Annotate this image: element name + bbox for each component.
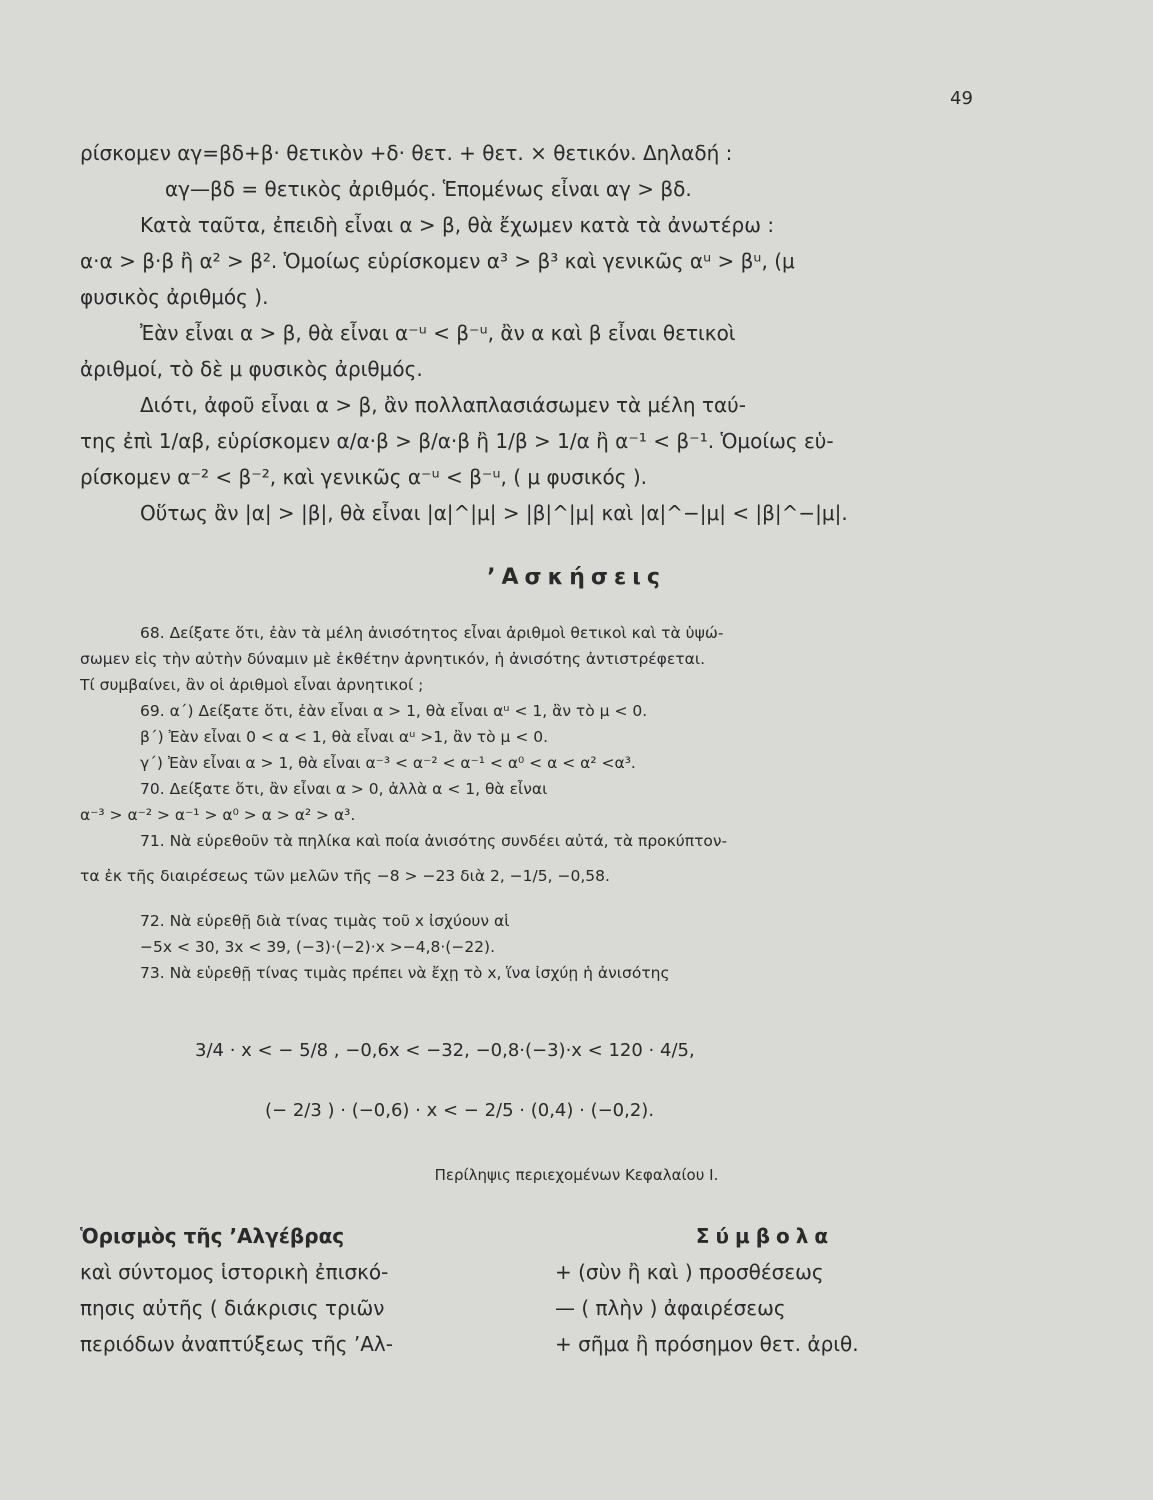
column-line: περιόδων ἀναπτύξεως τῆς ’Αλ- xyxy=(80,1332,393,1356)
symbol-line: — ( πλὴν ) ἀφαιρέσεως xyxy=(555,1296,786,1320)
symbols-heading: Σύμβολα xyxy=(695,1224,835,1248)
text-line: α·α > β·β ἢ α² > β². Ὁμοίως εὑρίσκομεν α³ > β³ καὶ γενικῶς αᵘ > βᵘ, (μ xyxy=(80,249,795,273)
exercise-line: −5x < 30, 3x < 39, (−3)·(−2)·x >−4,8·(−22). xyxy=(140,938,496,956)
summary-title: Περίληψις περιεχομένων Κεφαλαίου Ι. xyxy=(434,1166,719,1184)
summary-right-column xyxy=(555,1218,975,1362)
text-line: ρίσκομεν αγ=βδ+β· θετικὸν +δ· θετ. + θετ. × θετικόν. Δηλαδή : xyxy=(80,141,733,165)
column-line: πησις αὐτῆς ( διάκρισις τριῶν xyxy=(80,1296,385,1320)
exercise-line: 73. Νὰ εὑρεθῇ τίνας τιμὰς πρέπει νὰ ἔχῃ τὸ x, ἵνα ἰσχύῃ ἡ ἀνισότης xyxy=(140,964,670,982)
exercise-line: 70. Δείξατε ὅτι, ἂν εἶναι α > 0, ἀλλὰ α < 1, θὰ εἶναι xyxy=(140,780,548,798)
exercise-line: Τί συμβαίνει, ἂν οἱ ἀριθμοὶ εἶναι ἀρνητικοί ; xyxy=(80,676,424,694)
exercise-line: 68. Δείξατε ὅτι, ἐὰν τὰ μέλη ἀνισότητος εἶναι ἀριθμοὶ θετικοὶ καὶ τὰ ὑψώ- xyxy=(140,624,724,642)
exercises-heading: ’Ασκήσεις xyxy=(487,565,666,590)
text-line: Διότι, ἀφοῦ εἶναι α > β, ἂν πολλαπλασιάσωμεν τὰ μέλη ταύ- xyxy=(140,393,746,417)
exercise-line: α⁻³ > α⁻² > α⁻¹ > α⁰ > α > α² > α³. xyxy=(80,806,356,824)
symbol-line: + σῆμα ἢ πρόσημον θετ. ἀριθ. xyxy=(555,1332,859,1356)
exercises xyxy=(80,620,970,986)
exercise-line: γ΄) Ἐὰν εἶναι α > 1, θὰ εἶναι α⁻³ < α⁻² < α⁻¹ < α⁰ < α < α² <α³. xyxy=(140,754,636,772)
text-line: της ἐπὶ 1/αβ, εὑρίσκομεν α/α·β > β/α·β ἢ 1/β > 1/α ἢ α⁻¹ < β⁻¹. Ὁμοίως εὑ- xyxy=(80,429,834,453)
text-line: Ἐὰν εἶναι α > β, θὰ εἶναι α⁻ᵘ < β⁻ᵘ, ἂν α καὶ β εἶναι θετικοὶ xyxy=(140,321,736,345)
exercise-line: 71. Νὰ εὑρεθοῦν τὰ πηλίκα καὶ ποία ἀνισότης συνδέει αὐτά, τὰ προκύπτον- xyxy=(140,832,728,850)
symbol-line: + (σὺν ἢ καὶ ) προσθέσεως xyxy=(555,1260,824,1284)
exercise-line: β΄) Ἐὰν εἶναι 0 < α < 1, θὰ εἶναι αᵘ >1, ἂν τὸ μ < 0. xyxy=(140,728,549,746)
text-line: αγ—βδ = θετικὸς ἀριθμός. Ἑπομένως εἶναι αγ > βδ. xyxy=(165,177,692,201)
main-text xyxy=(80,135,960,531)
algebra-definition-heading: Ὁρισμὸς τῆς ’Αλγέβρας xyxy=(80,1224,345,1248)
text-line: Κατὰ ταῦτα, ἐπειδὴ εἶναι α > β, θὰ ἔχωμεν κατὰ τὰ ἀνωτέρω : xyxy=(140,213,775,237)
text-line: Οὕτως ἂν |α| > |β|, θὰ εἶναι |α|^|μ| > |β|^|μ| καὶ |α|^−|μ| < |β|^−|μ|. xyxy=(140,501,848,525)
formula-line: (− 2/3 ) · (−0,6) · x < − 2/5 · (0,4) · (−0,2). xyxy=(265,1100,655,1121)
exercise-line: σωμεν εἰς τὴν αὐτὴν δύναμιν μὲ ἐκθέτην ἀρνητικόν, ἡ ἀνισότης ἀντιστρέφεται. xyxy=(80,650,705,668)
exercise-line: 69. α΄) Δείξατε ὅτι, ἐὰν εἶναι α > 1, θὰ εἶναι αᵘ < 1, ἂν τὸ μ < 0. xyxy=(140,702,648,720)
page-number: 49 xyxy=(950,88,973,109)
exercise-line: 72. Νὰ εὑρεθῇ διὰ τίνας τιμὰς τοῦ x ἰσχύουν αἱ xyxy=(140,912,510,930)
text-line: φυσικὸς ἀριθμός ). xyxy=(80,285,269,309)
text-line: ἀριθμοί, τὸ δὲ μ φυσικὸς ἀριθμός. xyxy=(80,357,423,381)
formula-line: 3/4 · x < − 5/8 , −0,6x < −32, −0,8·(−3)·x < 120 · 4/5, xyxy=(195,1040,695,1061)
column-line: καὶ σύντομος ἱστορικὴ ἐπισκό- xyxy=(80,1260,389,1284)
text-line: ρίσκομεν α⁻² < β⁻², καὶ γενικῶς α⁻ᵘ < β⁻ᵘ, ( μ φυσικός ). xyxy=(80,465,647,489)
exercise-line: τα ἐκ τῆς διαιρέσεως τῶν μελῶν τῆς −8 > −23 διὰ 2, −1/5, −0,58. xyxy=(80,867,610,885)
summary-left-column xyxy=(80,1218,520,1362)
